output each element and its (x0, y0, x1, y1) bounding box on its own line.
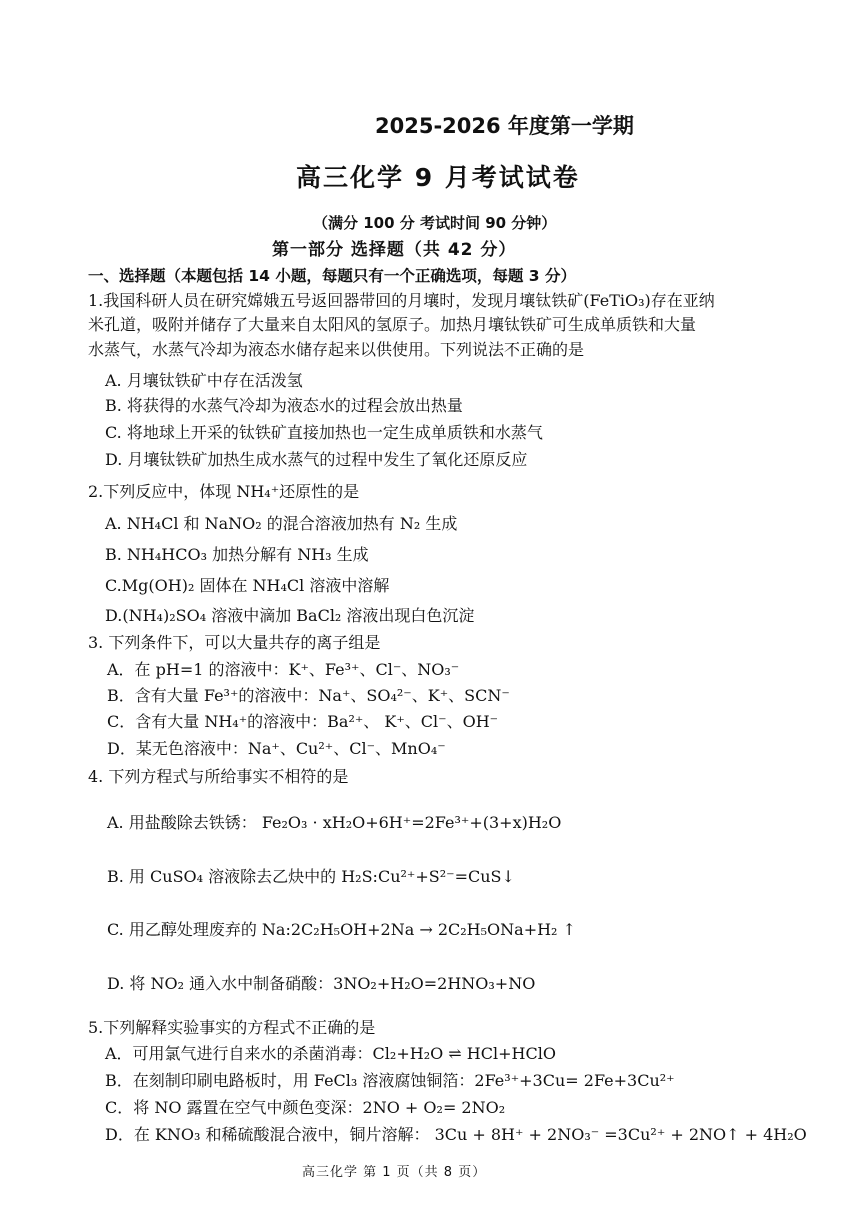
question-5-option-a: A．可用氯气进行自来水的杀菌消毒：Cl₂+H₂O ⇌ HCl+HClO (105, 1044, 556, 1063)
question-3-option-d: D．某无色溶液中：Na⁺、Cu²⁺、Cl⁻、MnO₄⁻ (107, 739, 446, 758)
question-2-stem: 2.下列反应中，体现 NH₄⁺还原性的是 (88, 482, 360, 501)
question-3-option-c: C．含有大量 NH₄⁺的溶液中：Ba²⁺、 K⁺、Cl⁻、OH⁻ (107, 712, 499, 731)
question-3-option-b: B．含有大量 Fe³⁺的溶液中：Na⁺、SO₄²⁻、K⁺、SCN⁻ (107, 686, 510, 705)
exam-subtitle: （满分 100 分 考试时间 90 分钟） (313, 214, 557, 232)
question-2-option-a: A. NH₄Cl 和 NaNO₂ 的混合溶液加热有 N₂ 生成 (105, 514, 458, 533)
question-1-option-c: C. 将地球上开采的钛铁矿直接加热也一定生成单质铁和水蒸气 (105, 423, 543, 442)
question-1-stem-line-2: 米孔道，吸附并储存了大量来自太阳风的氢原子。加热月壤钛铁矿可生成单质铁和大量 (88, 315, 697, 334)
term-heading: 2025-2026 年度第一学期 (375, 114, 634, 138)
question-2-option-c: C.Mg(OH)₂ 固体在 NH₄Cl 溶液中溶解 (105, 576, 390, 595)
section-heading: 一、选择题（本题包括 14 小题，每题只有一个正确选项，每题 3 分） (88, 267, 576, 285)
part-heading: 第一部分 选择题（共 42 分） (272, 240, 517, 260)
question-1-option-a: A. 月壤钛铁矿中存在活泼氢 (105, 371, 303, 390)
question-5-stem: 5.下列解释实验事实的方程式不正确的是 (88, 1018, 376, 1037)
question-4-option-b: B. 用 CuSO₄ 溶液除去乙炔中的 H₂S:Cu²⁺+S²⁻=CuS↓ (107, 867, 515, 886)
question-4-option-c: C. 用乙醇处理废弃的 Na:2C₂H₅OH+2Na → 2C₂H₅ONa+H₂ ↑ (107, 920, 576, 939)
question-1-stem-line-3: 水蒸气，水蒸气冷却为液态水储存起来以供使用。下列说法不正确的是 (88, 340, 585, 359)
question-1-stem-line-1: 1.我国科研人员在研究嫦娥五号返回器带回的月壤时，发现月壤钛铁矿(FeTiO₃)存在亚纳 (88, 291, 715, 310)
question-4-stem: 4. 下列方程式与所给事实不相符的是 (88, 767, 349, 786)
question-1-option-d: D. 月壤钛铁矿加热生成水蒸气的过程中发生了氧化还原反应 (105, 450, 528, 469)
question-3-option-a: A．在 pH=1 的溶液中：K⁺、Fe³⁺、Cl⁻、NO₃⁻ (107, 660, 460, 679)
question-5-option-b: B．在刻制印刷电路板时，用 FeCl₃ 溶液腐蚀铜箔：2Fe³⁺+3Cu= 2Fe+3Cu²⁺ (105, 1071, 675, 1090)
question-4-option-a: A. 用盐酸除去铁锈： Fe₂O₃ · xH₂O+6H⁺=2Fe³⁺+(3+x)H₂O (107, 813, 562, 832)
question-5-option-c: C．将 NO 露置在空气中颜色变深：2NO + O₂= 2NO₂ (105, 1098, 506, 1117)
question-4-option-d: D. 将 NO₂ 通入水中制备硝酸：3NO₂+H₂O=2HNO₃+NO (107, 974, 536, 993)
question-5-option-d: D．在 KNO₃ 和稀硫酸混合液中，铜片溶解： 3Cu + 8H⁺ + 2NO₃⁻ =3Cu²⁺ + 2NO↑ + 4H₂O (105, 1125, 807, 1144)
exam-title: 高三化学 9 月考试试卷 (296, 163, 580, 192)
question-3-stem: 3. 下列条件下，可以大量共存的离子组是 (88, 633, 381, 652)
question-1-option-b: B. 将获得的水蒸气冷却为液态水的过程会放出热量 (105, 396, 463, 415)
page-footer: 高三化学 第 1 页（共 8 页） (302, 1165, 487, 1180)
question-2-option-b: B. NH₄HCO₃ 加热分解有 NH₃ 生成 (105, 545, 369, 564)
question-2-option-d: D.(NH₄)₂SO₄ 溶液中滴加 BaCl₂ 溶液出现白色沉淀 (105, 606, 475, 625)
